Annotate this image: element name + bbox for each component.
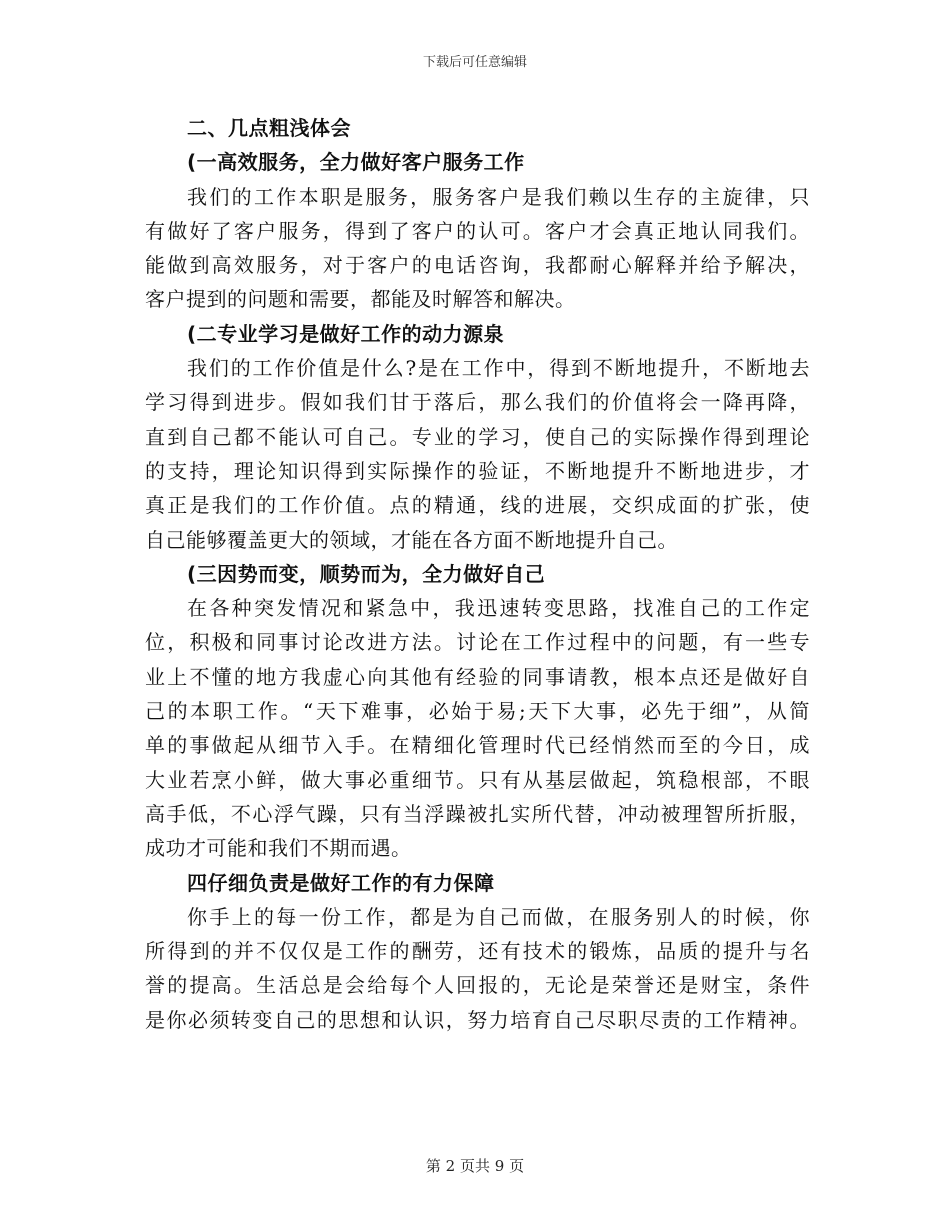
page-header-note: 下载后可任意编辑	[422, 55, 527, 70]
paragraph-line: 能做到高效服务，对于客户的电话咨询，我都耐心解释并给予解决，	[145, 253, 810, 278]
paragraph-line: 誉的提高。生活总是会给每个人回报的，无论是荣誉还是财宝，条件	[145, 973, 810, 998]
paragraph-line: 在各种突发情况和紧急中，我迅速转变思路，找准自己的工作定	[187, 596, 810, 621]
paragraph-line: 高手低，不心浮气躁，只有当浮躁被扎实所代替，冲动被理智所折服，	[145, 801, 810, 826]
paragraph-line: 自己能够覆盖更大的领域，才能在各方面不断地提升自己。	[145, 527, 678, 552]
section-heading: 四仔细负责是做好工作的有力保障	[187, 870, 495, 895]
section-heading: (一高效服务，全力做好客户服务工作	[187, 150, 525, 175]
paragraph-line: 所得到的并不仅仅是工作的酬劳，还有技术的锻炼，品质的提升与名	[145, 939, 810, 964]
paragraph-line: 我们的工作价值是什么?是在工作中，得到不断地提升，不断地去	[187, 356, 810, 381]
paragraph-line: 单的事做起从细节入手。在精细化管理时代已经悄然而至的今日，成	[145, 733, 810, 758]
document-body	[145, 111, 810, 1037]
paragraph-line: 真正是我们的工作价值。点的精通，线的进展，交织成面的扩张，使	[145, 493, 810, 518]
paragraph-line: 成功才可能和我们不期而遇。	[145, 836, 412, 861]
page-footer: 第 2 页共 9 页	[425, 1157, 525, 1175]
paragraph-line: 有做好了客户服务，得到了客户的认可。客户才会真正地认同我们。	[145, 218, 810, 243]
paragraph-line: 学习得到进步。假如我们甘于落后，那么我们的价值将会一降再降，	[145, 390, 810, 415]
paragraph-line: 位，积极和同事讨论改进方法。讨论在工作过程中的问题，有一些专	[145, 630, 810, 655]
paragraph-line: 业上不懂的地方我虚心向其他有经验的同事请教，根本点还是做好自	[145, 664, 810, 689]
paragraph-line: 大业若烹小鲜，做大事必重细节。只有从基层做起，筑稳根部，不眼	[145, 767, 810, 792]
paragraph-line: 己的本职工作。“天下难事，必始于易;天下大事，必先于细”，从简	[145, 699, 810, 724]
paragraph-line: 客户提到的问题和需要，都能及时解答和解决。	[145, 287, 576, 312]
section-heading: (二专业学习是做好工作的动力源泉	[187, 321, 505, 346]
paragraph-line: 的支持，理论知识得到实际操作的验证，不断地提升不断地进步，才	[145, 458, 810, 483]
paragraph-line: 你手上的每一份工作，都是为自己而做，在服务别人的时候，你	[187, 904, 810, 929]
section-heading: 二、几点粗浅体会	[187, 116, 351, 140]
section-heading: (三因势而变，顺势而为，全力做好自己	[187, 561, 546, 586]
paragraph-line: 是你必须转变自己的思想和认识，努力培育自己尽职尽责的工作精神。	[145, 1007, 810, 1032]
paragraph-line: 我们的工作本职是服务，服务客户是我们赖以生存的主旋律，只	[187, 184, 810, 209]
paragraph-line: 直到自己都不能认可自己。专业的学习，使自己的实际操作得到理论	[145, 424, 810, 449]
